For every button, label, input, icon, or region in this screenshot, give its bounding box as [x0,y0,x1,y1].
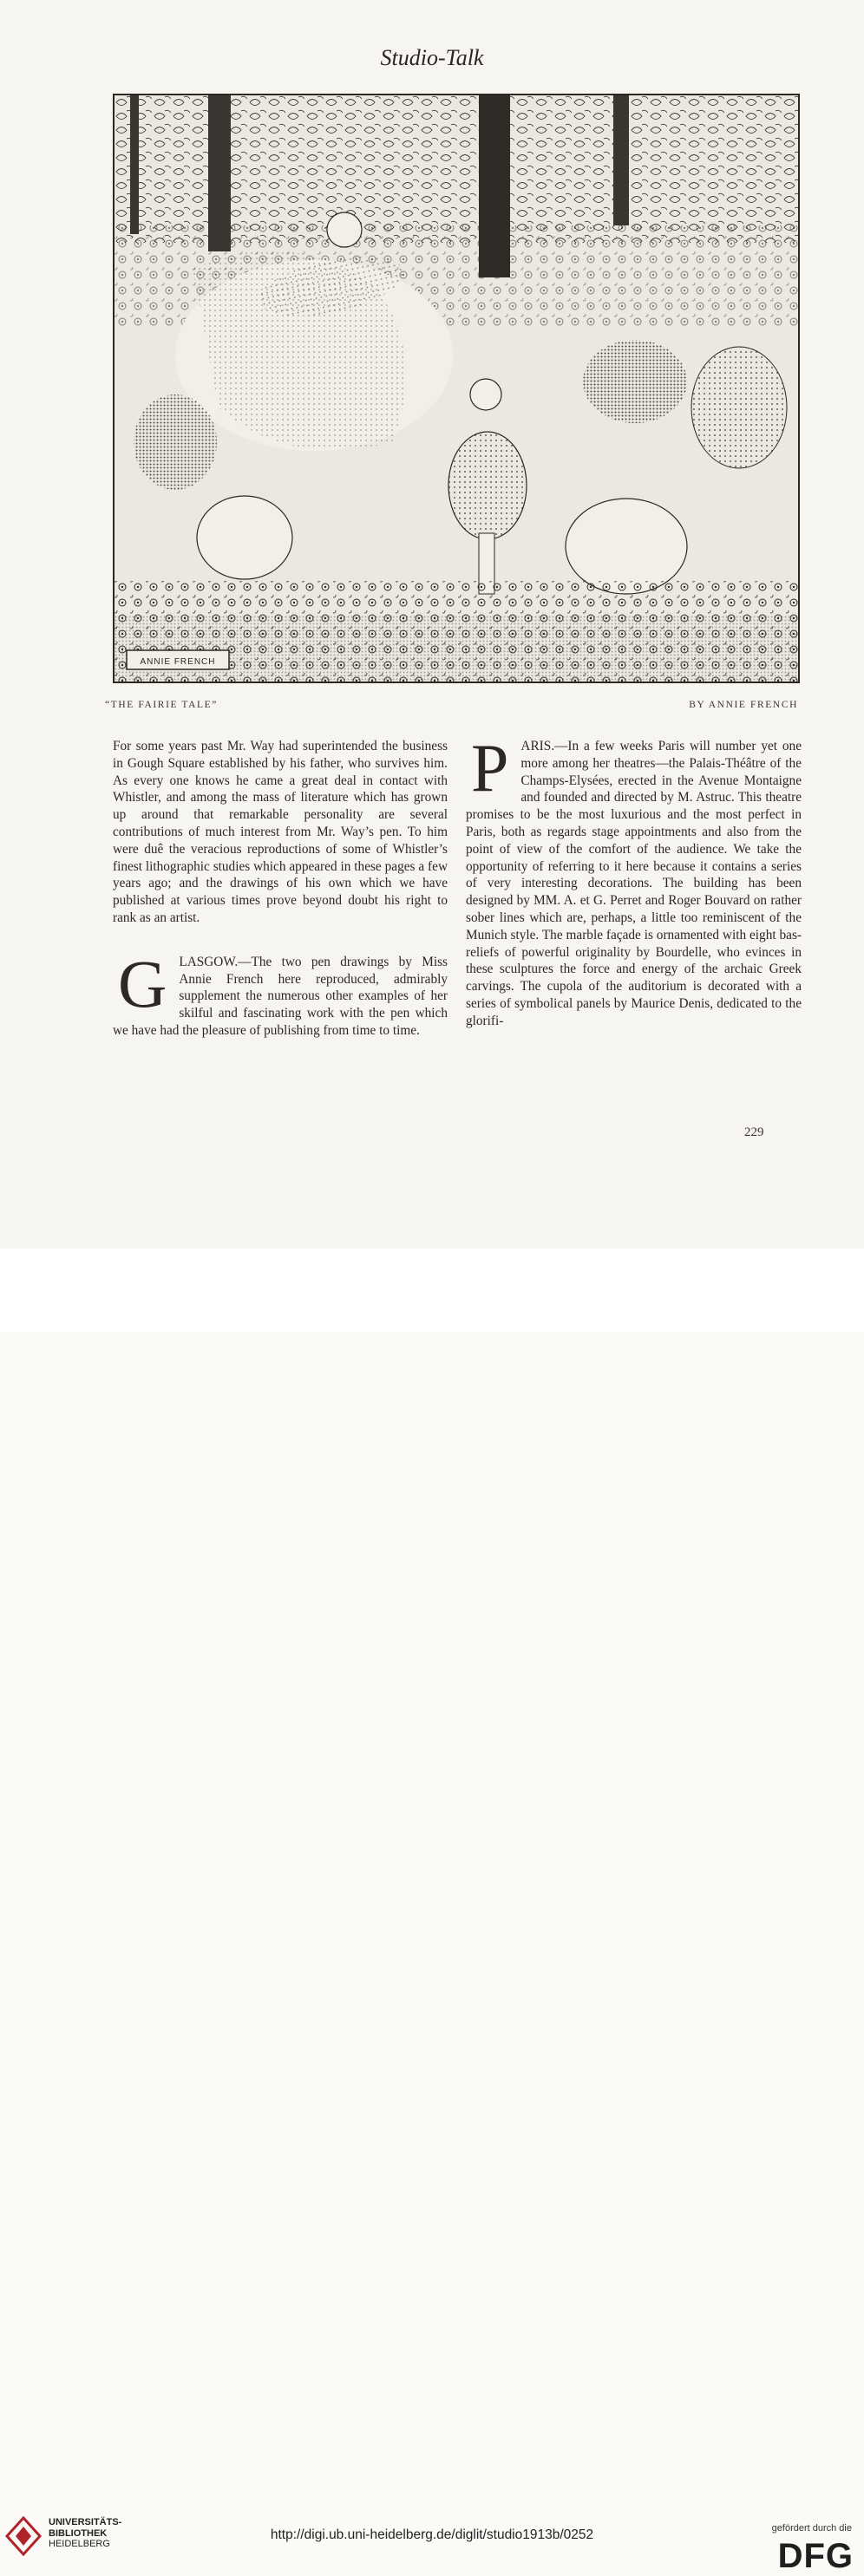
institution-line1: UNIVERSITÄTS- [49,2517,122,2527]
paragraph-glasgow-text: LASGOW.—The two pen drawings by Miss Annie French here reproduced, admirably supplement the numerous other examples of her skilful and fascinating work with the pen which we have had the pleasure of publishing from time to time. [113,954,448,1038]
plate-caption-title: “THE FAIRIE TALE” [105,700,218,710]
illustration-fairie-tale [113,94,800,683]
artist-signature: ANNIE FRENCH [140,657,216,667]
funder-text: gefördert durch die [771,2523,852,2534]
institution-line3: HEIDELBERG [49,2539,110,2549]
page-number: 229 [744,1125,764,1139]
paragraph-paris-text: ARIS.—In a few weeks Paris will number yet one more among her theatres—the Palais-Théâtre of the Champs-Elysées, erected in the Avenue Montaigne and founded and directed by M. Astruc. This theatre promises to be the most luxurious and the most perfect in Paris, both as regards stage appointments and also from the point of view of the comfort of the audience. We take the opportunity of referring to it here because it contains a series of very interesting decorations. The building has been designed by MM. A. et G. Perret and Roger Bouvard on rather sober lines which are, perhaps, a little too reminiscent of the Munich style. The marble façade is ornamented with eight bas-reliefs of powerful originality by Bourdelle, who evinces in these sculptures the force and energy of the archaic Greek carvings. The cupola of the auditorium is decorated with a series of symbolical panels by Maurice Denis, dedicated to the glorifi- [466,739,802,1028]
scanned-page [0,0,864,1249]
paragraph-glasgow [113,945,448,1040]
dropcap-g: G [118,945,167,1021]
dfg-logo: DFG [777,2537,854,2575]
left-column [113,738,448,1040]
institution-line2: BIBLIOTHEK [49,2527,108,2539]
illustration-drawing [115,95,798,681]
paragraph-paris [466,730,802,1030]
dropcap-p: P [471,730,509,805]
running-head: Studio-Talk [380,45,484,70]
paragraph-way: For some years past Mr. Way had superintended the business in Gough Square established by his father, who survives him. As every one knows he came a great deal in contact with Whistler, and among the mass of literature which has grown up around that remarkable personality are several contributions of much interest from Mr. Way’s pen. To him were duê the veracious reproductions of some of Whistler’s finest lithographic studies which appeared in these pages a few years ago; and the drawings of his own which we have published at various times prove beyond doubt his right to rank as an artist. [113,739,448,925]
viewer-footer [0,1249,864,2575]
right-column [466,730,802,1030]
plate-caption-artist: BY ANNIE FRENCH [689,700,798,710]
permalink-url[interactable]: http://digi.ub.uni-heidelberg.de/diglit/studio1913b/0252 [270,2527,594,2542]
